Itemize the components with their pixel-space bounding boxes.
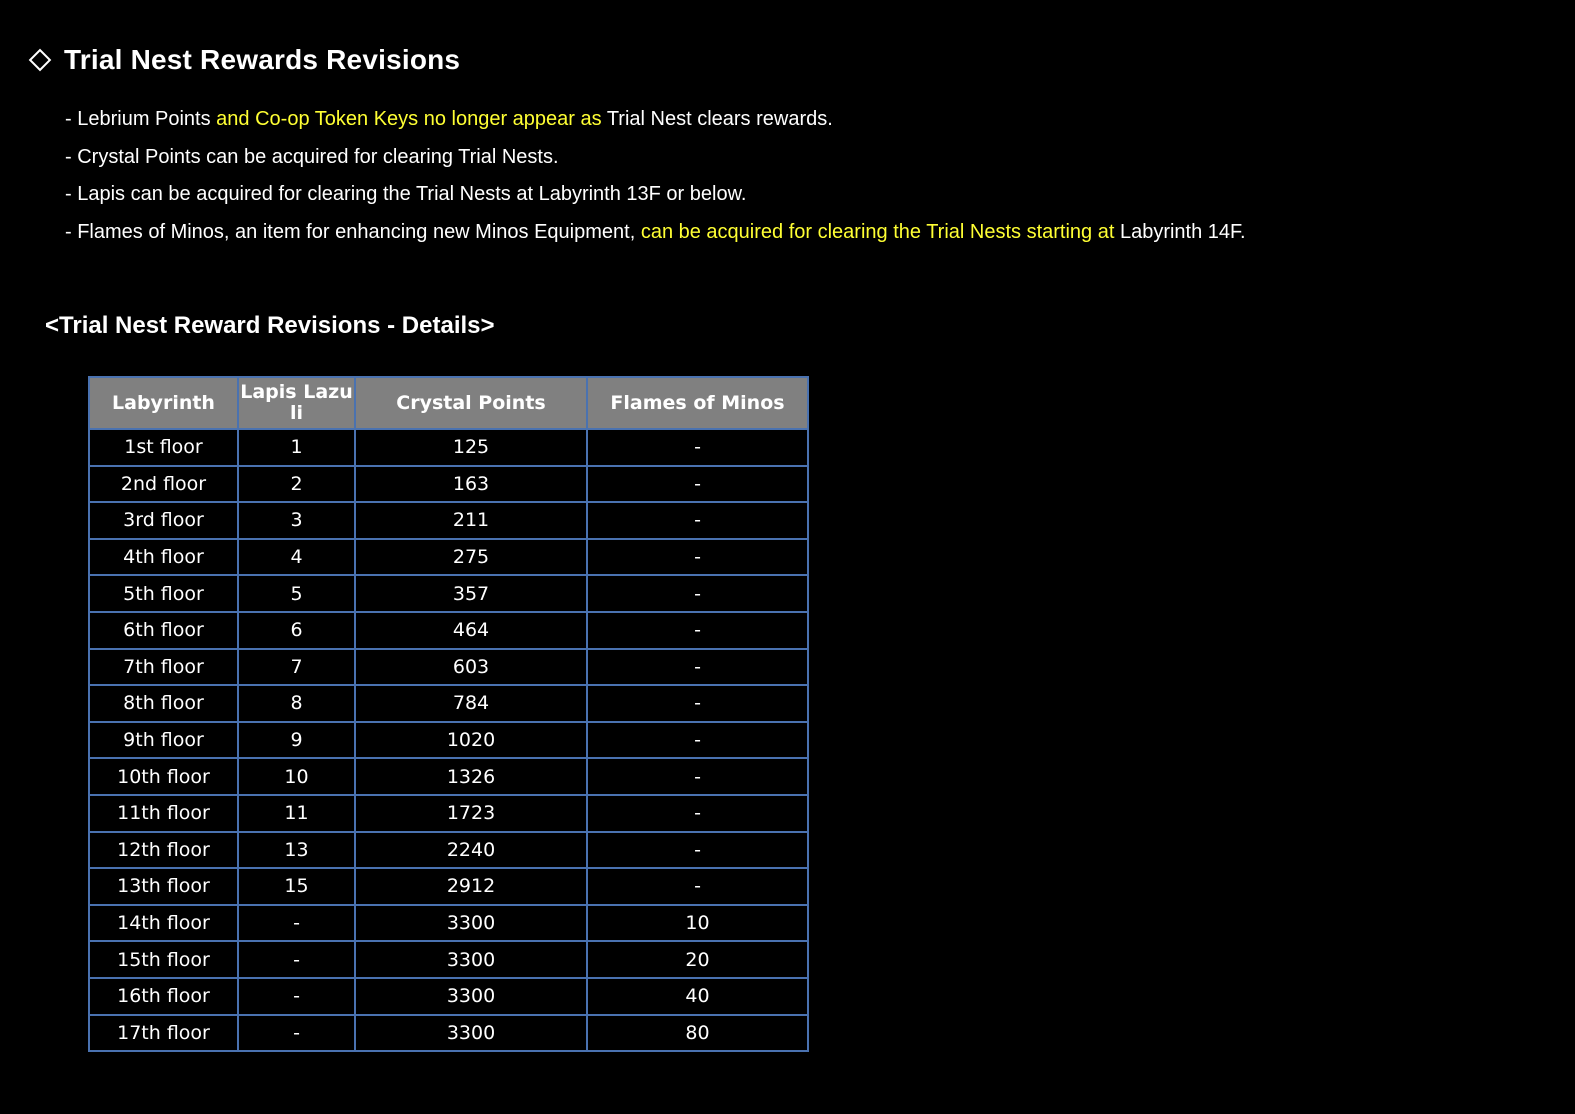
cell-crystal-points: 275 bbox=[355, 539, 587, 576]
cell-lapis-lazuli: 11 bbox=[238, 795, 355, 832]
cell-flames-of-minos: - bbox=[587, 722, 808, 759]
cell-labyrinth: 9th floor bbox=[89, 722, 238, 759]
cell-crystal-points: 125 bbox=[355, 429, 587, 466]
cell-labyrinth: 10th floor bbox=[89, 758, 238, 795]
cell-flames-of-minos: - bbox=[587, 612, 808, 649]
bullet-list bbox=[65, 101, 1246, 251]
cell-lapis-lazuli: - bbox=[238, 978, 355, 1015]
bullet-item bbox=[65, 139, 1246, 177]
cell-labyrinth: 3rd floor bbox=[89, 502, 238, 539]
cell-crystal-points: 464 bbox=[355, 612, 587, 649]
cell-flames-of-minos: - bbox=[587, 868, 808, 905]
cell-lapis-lazuli: 9 bbox=[238, 722, 355, 759]
table-row bbox=[89, 539, 808, 576]
cell-crystal-points: 3300 bbox=[355, 941, 587, 978]
table-row bbox=[89, 832, 808, 869]
bullet-text: - Lebrium Points bbox=[65, 108, 217, 130]
cell-crystal-points: 3300 bbox=[355, 1015, 587, 1052]
table-row bbox=[89, 722, 808, 759]
cell-lapis-lazuli: - bbox=[238, 905, 355, 942]
cell-labyrinth: 7th floor bbox=[89, 649, 238, 686]
bullet-highlight-text: and Co-op Token Keys no longer appear as bbox=[216, 108, 602, 130]
cell-crystal-points: 1020 bbox=[355, 722, 587, 759]
cell-lapis-lazuli: 4 bbox=[238, 539, 355, 576]
table-row bbox=[89, 429, 808, 466]
table-row bbox=[89, 575, 808, 612]
cell-crystal-points: 211 bbox=[355, 502, 587, 539]
bullet-item bbox=[65, 101, 1246, 139]
cell-crystal-points: 3300 bbox=[355, 978, 587, 1015]
table-row bbox=[89, 868, 808, 905]
cell-flames-of-minos: 40 bbox=[587, 978, 808, 1015]
table-row bbox=[89, 649, 808, 686]
cell-crystal-points: 1326 bbox=[355, 758, 587, 795]
cell-crystal-points: 3300 bbox=[355, 905, 587, 942]
cell-labyrinth: 12th floor bbox=[89, 832, 238, 869]
cell-lapis-lazuli: 1 bbox=[238, 429, 355, 466]
table-row bbox=[89, 502, 808, 539]
page-title: Trial Nest Rewards Revisions bbox=[64, 44, 461, 75]
cell-labyrinth: 6th floor bbox=[89, 612, 238, 649]
table-row bbox=[89, 905, 808, 942]
bullet-text: - Flames of Minos, an item for enhancing new Minos Equipment, bbox=[65, 220, 641, 243]
cell-flames-of-minos: - bbox=[587, 539, 808, 576]
cell-lapis-lazuli: 15 bbox=[238, 868, 355, 905]
bullet-text: Trial Nest clears rewards. bbox=[601, 108, 833, 130]
cell-flames-of-minos: - bbox=[587, 795, 808, 832]
cell-lapis-lazuli: 5 bbox=[238, 575, 355, 612]
cell-flames-of-minos: - bbox=[587, 502, 808, 539]
cell-lapis-lazuli: 3 bbox=[238, 502, 355, 539]
cell-lapis-lazuli: - bbox=[238, 1015, 355, 1052]
rewards-table bbox=[88, 376, 809, 1052]
table-row bbox=[89, 978, 808, 1015]
bullet-item bbox=[65, 214, 1246, 252]
cell-flames-of-minos: - bbox=[587, 429, 808, 466]
bullet-text: - Lapis can be acquired for clearing the Trial Nests at Labyrinth 13F or below. bbox=[65, 183, 747, 205]
cell-labyrinth: 15th floor bbox=[89, 941, 238, 978]
cell-lapis-lazuli: 6 bbox=[238, 612, 355, 649]
cell-labyrinth: 2nd floor bbox=[89, 466, 238, 503]
header-flames-of-minos: Flames of Minos bbox=[587, 377, 808, 429]
cell-crystal-points: 784 bbox=[355, 685, 587, 722]
cell-lapis-lazuli: 2 bbox=[238, 466, 355, 503]
cell-crystal-points: 2912 bbox=[355, 868, 587, 905]
cell-labyrinth: 1st floor bbox=[89, 429, 238, 466]
bullet-item bbox=[65, 176, 1246, 214]
cell-flames-of-minos: 80 bbox=[587, 1015, 808, 1052]
table-row bbox=[89, 795, 808, 832]
cell-labyrinth: 17th floor bbox=[89, 1015, 238, 1052]
section-title: <Trial Nest Reward Revisions - Details> bbox=[45, 312, 495, 339]
cell-labyrinth: 16th floor bbox=[89, 978, 238, 1015]
cell-flames-of-minos: - bbox=[587, 758, 808, 795]
table-row bbox=[89, 612, 808, 649]
cell-crystal-points: 2240 bbox=[355, 832, 587, 869]
page-title-row bbox=[28, 40, 460, 80]
table-row bbox=[89, 941, 808, 978]
cell-crystal-points: 163 bbox=[355, 466, 587, 503]
table-header-row bbox=[89, 377, 808, 429]
table-row bbox=[89, 1015, 808, 1052]
cell-labyrinth: 8th floor bbox=[89, 685, 238, 722]
header-labyrinth: Labyrinth bbox=[89, 377, 238, 429]
cell-flames-of-minos: - bbox=[587, 575, 808, 612]
cell-crystal-points: 1723 bbox=[355, 795, 587, 832]
cell-lapis-lazuli: 10 bbox=[238, 758, 355, 795]
cell-lapis-lazuli: 7 bbox=[238, 649, 355, 686]
bullet-highlight-text: can be acquired for clearing the Trial Nests starting at bbox=[640, 220, 1115, 243]
cell-lapis-lazuli: - bbox=[238, 941, 355, 978]
cell-flames-of-minos: - bbox=[587, 832, 808, 869]
bullet-text: - Crystal Points can be acquired for clearing Trial Nests. bbox=[65, 145, 559, 168]
cell-labyrinth: 11th floor bbox=[89, 795, 238, 832]
cell-flames-of-minos: 10 bbox=[587, 905, 808, 942]
cell-flames-of-minos: - bbox=[587, 466, 808, 503]
table-row bbox=[89, 685, 808, 722]
cell-crystal-points: 357 bbox=[355, 575, 587, 612]
cell-lapis-lazuli: 13 bbox=[238, 832, 355, 869]
cell-lapis-lazuli: 8 bbox=[238, 685, 355, 722]
table-row bbox=[89, 758, 808, 795]
bullet-text: Labyrinth 14F. bbox=[1114, 220, 1246, 243]
header-crystal-points: Crystal Points bbox=[355, 377, 587, 429]
cell-flames-of-minos: - bbox=[587, 649, 808, 686]
table-row bbox=[89, 466, 808, 503]
cell-labyrinth: 4th floor bbox=[89, 539, 238, 576]
cell-labyrinth: 14th floor bbox=[89, 905, 238, 942]
diamond-icon bbox=[29, 49, 52, 72]
header-lapis-lazuli: Lapis Lazuli bbox=[238, 377, 355, 429]
cell-labyrinth: 5th floor bbox=[89, 575, 238, 612]
cell-labyrinth: 13th floor bbox=[89, 868, 238, 905]
cell-flames-of-minos: 20 bbox=[587, 941, 808, 978]
cell-flames-of-minos: - bbox=[587, 685, 808, 722]
cell-crystal-points: 603 bbox=[355, 649, 587, 686]
